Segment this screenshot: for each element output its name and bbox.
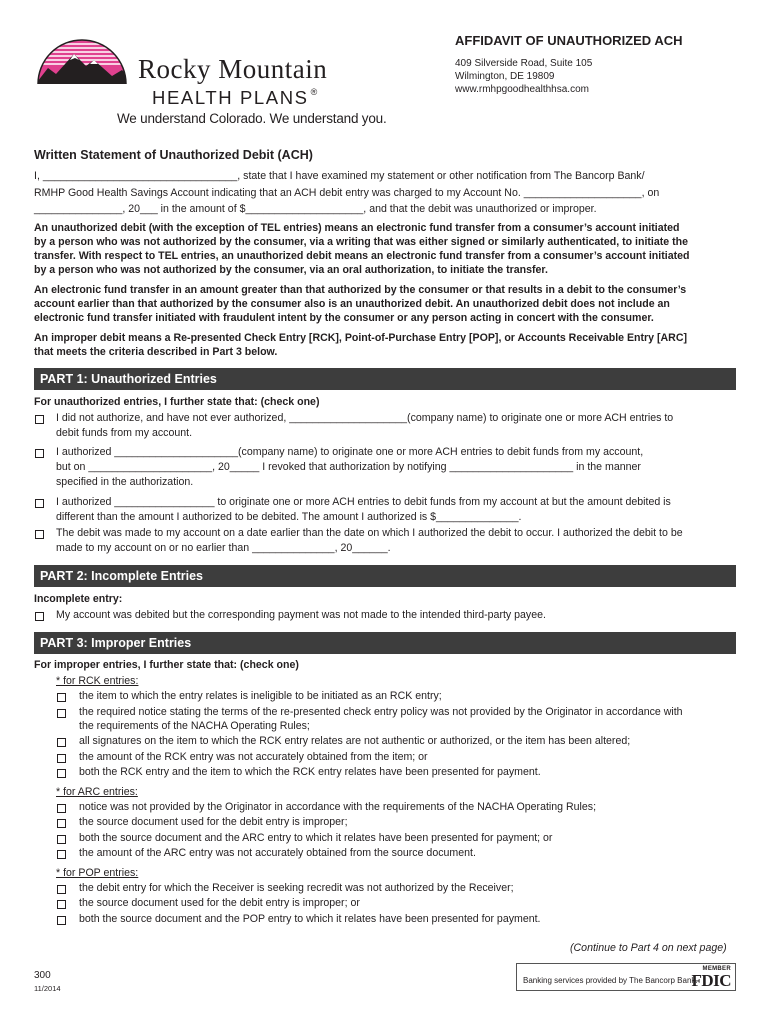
part1-item-line: but on _____________________, 20_____ I revoked that authorization by notifying _____________________ in the manner [56, 461, 641, 473]
rck-checkbox[interactable] [57, 754, 66, 763]
pop-item-line: both the source document and the POP entry to which it relates have been presented for payment. [79, 913, 541, 925]
pop-checkbox[interactable] [57, 885, 66, 894]
definition-line: An improper debit means a Re-presented Check Entry [RCK], Point-of-Purchase Entry [POP], or Accounts Receivable Entry [ARC] [34, 332, 688, 344]
part1-item-line: debit funds from my account. [56, 427, 193, 439]
arc-item-line: notice was not provided by the Originator in accordance with the requirements of the NACHA Operating Rules; [79, 801, 597, 813]
definition-line: An unauthorized debit (with the exception of TEL entries) means an electronic fund transfer from a consumer’s account initiated [34, 222, 680, 234]
rck-item-line: the item to which the entry relates is ineligible to be initiated as an RCK entry; [79, 690, 442, 702]
part1-item-line: different than the amount I authorized to be debited. The amount I authorized is $______________. [56, 511, 522, 523]
rck-item-line: all signatures on the item to which the RCK entry relates are not authentic or authorized, or the item has been altered; [79, 735, 631, 747]
company-logo [34, 36, 387, 130]
arc-group-label: * for ARC entries: [56, 786, 138, 798]
statement-heading: Written Statement of Unauthorized Debit (ACH) [34, 148, 313, 162]
fdic-logo-icon [693, 966, 731, 988]
arc-checkbox[interactable] [57, 804, 66, 813]
part2-item: My account was debited but the corresponding payment was not made to the intended third-party payee. [56, 609, 546, 621]
definition-line: electronic fund transfer initiated with fraudulent intent by the consumer or any person acting in concert with the consumer. [34, 312, 654, 324]
continue-note: (Continue to Part 4 on next page) [570, 942, 727, 954]
definition-line: transfer. With respect to TEL entries, an unauthorized debit means an electronic fund transfer from a consumer’s account initiated [34, 250, 690, 262]
brand-name: Rocky Mountain [138, 54, 328, 84]
part1-item-line: I authorized _____________________(company name) to originate one or more ACH entries to debit funds from my account, [56, 446, 644, 458]
part1-header: PART 1: Unauthorized Entries [34, 368, 736, 390]
form-date: 11/2014 [34, 984, 61, 993]
brand-subtitle [152, 87, 317, 109]
address-line: Wilmington, DE 19809 [455, 71, 555, 82]
registered-mark: ® [310, 87, 318, 97]
arc-checkbox[interactable] [57, 850, 66, 859]
rck-group-label: * for RCK entries: [56, 675, 139, 687]
bank-disclosure-text: Banking services provided by The Bancorp Bank. [523, 976, 698, 985]
brand-subtitle-text: HEALTH PLANS [152, 87, 309, 108]
arc-checkbox[interactable] [57, 819, 66, 828]
part1-item-line: made to my account on or no earlier than ______________, 20______. [56, 542, 391, 554]
part1-checkbox-4[interactable] [35, 530, 44, 539]
part2-intro: Incomplete entry: [34, 593, 123, 605]
part1-checkbox-2[interactable] [35, 449, 44, 458]
rck-item-line: the required notice stating the terms of the re-presented check entry policy was not provided by the Originator in accordance with [79, 706, 683, 718]
pop-checkbox[interactable] [57, 900, 66, 909]
part3-intro: For improper entries, I further state that: (check one) [34, 659, 299, 671]
fdic-member-text: MEMBER [702, 966, 731, 972]
rck-checkbox[interactable] [57, 738, 66, 747]
statement-line: RMHP Good Health Savings Account indicating that an ACH debit entry was charged to my Account No. ____________________, on [34, 187, 660, 199]
rck-checkbox[interactable] [57, 769, 66, 778]
pop-item-line: the source document used for the debit entry is improper; or [79, 897, 360, 909]
part1-item-line: I authorized _________________ to originate one or more ACH entries to debit funds from my account at but the amount debited is [56, 496, 671, 508]
rck-item-line: both the RCK entry and the item to which the RCK entry relates have been presented for payment. [79, 766, 541, 778]
pop-checkbox[interactable] [57, 916, 66, 925]
bank-disclosure-box [516, 963, 736, 991]
part1-intro: For unauthorized entries, I further state that: (check one) [34, 396, 320, 408]
brand-tagline: We understand Colorado. We understand you. [117, 111, 387, 126]
website-link[interactable]: www.rmhpgoodhealthhsa.com [455, 84, 589, 95]
part2-header: PART 2: Incomplete Entries [34, 565, 736, 587]
arc-item-line: both the source document and the ARC entry to which it relates have been presented for payment; or [79, 832, 553, 844]
part1-checkbox-1[interactable] [35, 415, 44, 424]
part1-checkbox-3[interactable] [35, 499, 44, 508]
address-line: 409 Silverside Road, Suite 105 [455, 58, 593, 69]
form-number: 300 [34, 970, 51, 981]
part1-item-line: specified in the authorization. [56, 476, 194, 488]
part3-header: PART 3: Improper Entries [34, 632, 736, 654]
mountain-emblem-icon [34, 36, 130, 88]
statement-line: I, _________________________________, state that I have examined my statement or other notification from The Bancorp Bank/ [34, 170, 645, 182]
definition-line: that meets the criteria described in Part 3 below. [34, 346, 278, 358]
arc-checkbox[interactable] [57, 835, 66, 844]
part2-checkbox[interactable] [35, 612, 44, 621]
rck-item-line: the amount of the RCK entry was not accurately obtained from the item; or [79, 751, 428, 763]
rck-item-line: the requirements of the NACHA Operating Rules; [79, 720, 310, 732]
arc-item-line: the amount of the ARC entry was not accurately obtained from the source document. [79, 847, 476, 859]
statement-line: _______________, 20___ in the amount of $____________________, and that the debit was unauthorized or improper. [34, 203, 597, 215]
rck-checkbox[interactable] [57, 693, 66, 702]
pop-group-label: * for POP entries: [56, 867, 139, 879]
definition-line: An electronic fund transfer in an amount greater than that authorized by the consumer or that results in a debit to the consumer’s [34, 284, 687, 296]
definition-line: account earlier than that authorized by the consumer also is an unauthorized debit. An unauthorized debit does not include an [34, 298, 670, 310]
definition-line: by a person who was not authorized by the consumer, via a writing that was either signed or similarly authenticated, to initiate the [34, 236, 688, 248]
fdic-word-text: FDIC [691, 971, 731, 990]
definition-line: by a person who was not authorized by the consumer, via an oral authorization, to initiate the transfer. [34, 264, 548, 276]
arc-item-line: the source document used for the debit entry is improper; [79, 816, 348, 828]
part1-item-line: The debit was made to my account on a date earlier than the date on which I authorized the debit to occur. I authorized the debit to be [56, 527, 683, 539]
rck-checkbox[interactable] [57, 709, 66, 718]
part1-item-line: I did not authorize, and have not ever authorized, ____________________(company name) to originate one or more ACH entries to [56, 412, 674, 424]
pop-item-line: the debit entry for which the Receiver is seeking recredit was not authorized by the Receiver; [79, 882, 514, 894]
document-title: AFFIDAVIT OF UNAUTHORIZED ACH [455, 33, 683, 48]
